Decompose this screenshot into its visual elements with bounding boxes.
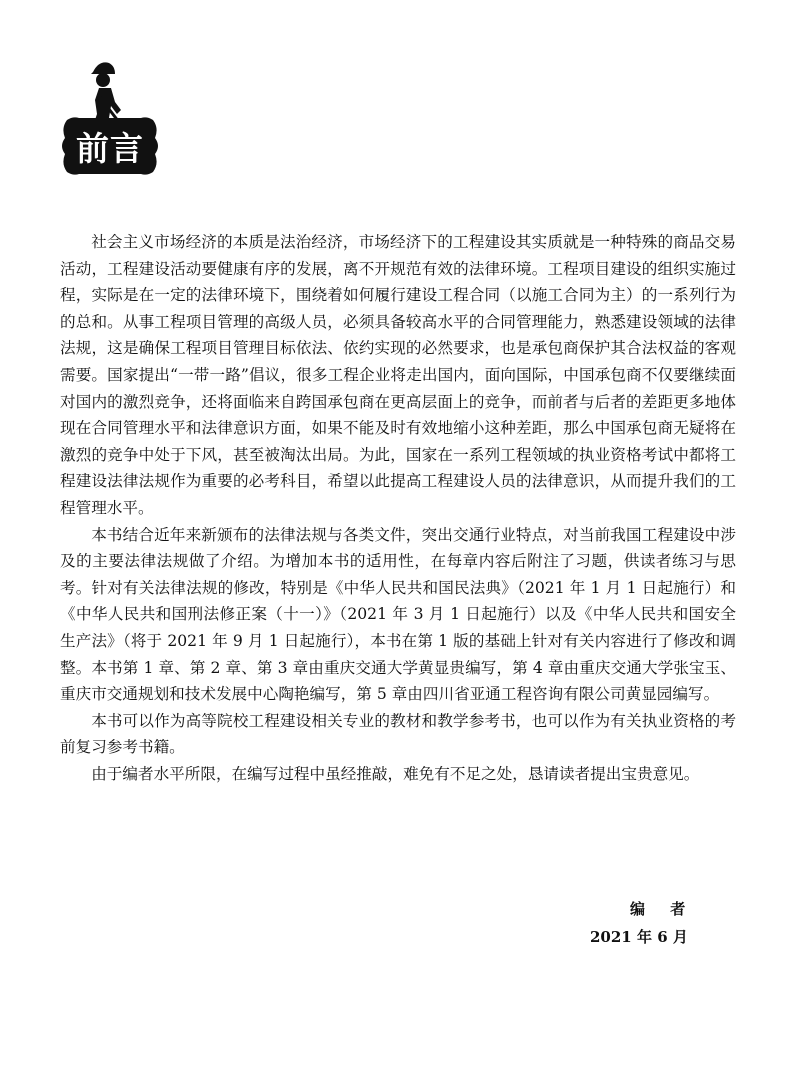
- paragraph: 本书结合近年来新颁布的法律法规与各类文件，突出交通行业特点，对当前我国工程建设中涉及的主要法律法规做了介绍。为增加本书的适用性，在每章内容后附注了习题，供读者练习与思考。针对有关法律法规的修改，特别是《中华人民共和国民法典》（2021 年 1 月 1 日起施行）和《中华人民共和国刑法修正案（十一）》（2021 年 3 月 1 日起施行）以及《中华人民共和国安全生产法》（将于 2021 年 9 月 1 日起施行），本书在第 1 版的基础上针对有关内容进行了修改和调整。本书第 1 章、第 2 章、第 3 章由重庆交通大学黄显贵编写，第 4 章由重庆交通大学张宝玉、重庆市交通规划和技术发展中心陶艳编写，第 5 章由四川省亚通工程咨询有限公司黄显园编写。: [60, 525, 736, 704]
- paragraph: 本书可以作为高等院校工程建设相关专业的教材和教学参考书，也可以作为有关执业资格的考前复习参考书籍。: [60, 711, 736, 757]
- paragraph: 社会主义市场经济的本质是法治经济，市场经济下的工程建设其实质就是一种特殊的商品交易活动，工程建设活动要健康有序的发展，离不开规范有效的法律环境。工程项目建设的组织实施过程，实际是在一定的法律环境下，围绕着如何履行建设工程合同（以施工合同为主）的一系列行为的总和。从事工程项目管理的高级人员，必须具备较高水平的合同管理能力，熟悉建设领域的法律法规，这是确保工程项目管理目标依法、依约实现的必然要求，也是承包商保护其合法权益的客观需要。国家提出“一带一路”倡议，很多工程企业将走出国内，面向国际，中国承包商不仅要继续面对国内的激烈竞争，还将面临来自跨国承包商在更高层面上的竞争，而前者与后者的差距更多地体现在合同管理水平和法律意识方面，如果不能及时有效地缩小这种差距，那么中国承包商无疑将在激烈的竞争中处于下风，甚至被淘汰出局。为此，国家在一系列工程领域的执业资格考试中都将工程建设法律法规作为重要的必考科目，希望以此提高工程建设人员的法律意识，从而提升我们的工程管理水平。: [60, 233, 736, 517]
- preface-body: [60, 229, 736, 787]
- paragraph: 由于编者水平所限，在编写过程中虽经推敲，难免有不足之处，恳请读者提出宝贵意见。: [91, 764, 700, 783]
- date-label: 2021 年 6 月: [590, 928, 688, 946]
- author-label: 编 者: [630, 900, 696, 918]
- signature-block: [560, 895, 720, 951]
- page-title: 前言: [76, 128, 144, 168]
